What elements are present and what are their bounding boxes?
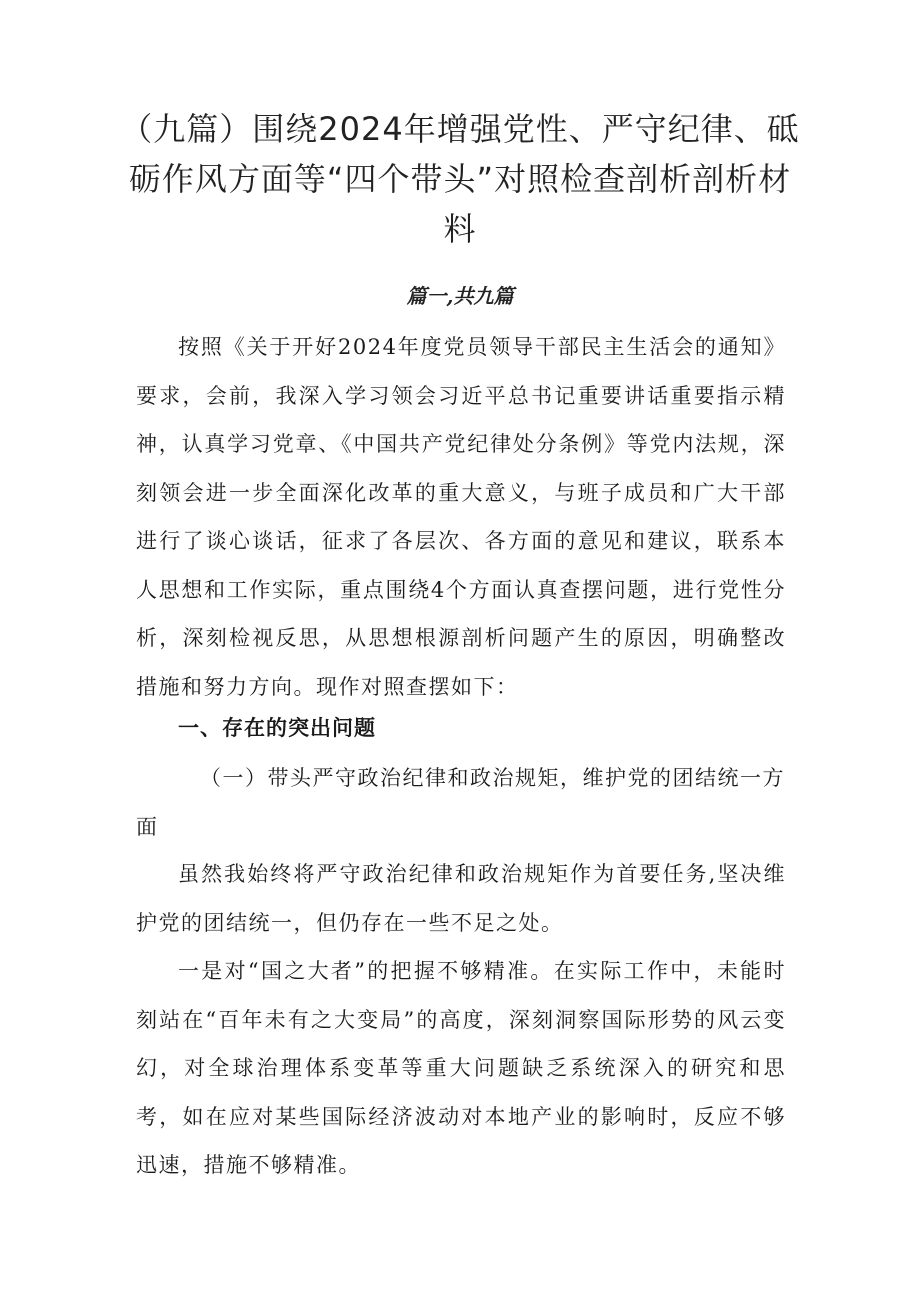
body-paragraph-1: 虽然我始终将严守政治纪律和政治规矩作为首要任务,坚决维护党的团结统一，但仍存在一些不足之处。	[136, 862, 786, 935]
subsection-heading: （一）带头严守政治纪律和政治规矩，维护党的团结统一方面	[136, 766, 785, 839]
document-subtitle: 篇一,共九篇	[406, 284, 514, 308]
intro-paragraph: 按照《关于开好2024年度党员领导干部民主生活会的通知》要求，会前，我深入学习领会习近平总书记重要讲话重要指示精神，认真学习党章、《中国共产党纪律处分条例》等党内法规，深刻领会进一步全面深化改革的重大意义，与班子成员和广大干部进行了谈心谈话，征求了各层次、各方面的意见和建议，联系本人思想和工作实际，重点围绕4个方面认真查摆问题，进行党性分析，深刻检视反思，从思想根源剖析问题产生的原因，明确整改措施和努力方向。现作对照查摆如下：	[136, 335, 786, 699]
section-heading: 一、存在的突出问题	[178, 716, 376, 740]
document-title: （九篇）围绕2024年增强党性、严守纪律、砥砺作风方面等“四个带头”对照检查剖析剖析材料	[120, 110, 800, 248]
body-paragraph-2: 一是对“国之大者”的把握不够精准。在实际工作中，未能时刻站在“百年未有之大变局”的高度，深刻洞察国际形势的风云变幻，对全球治理体系变革等重大问题缺乏系统深入的研究和思考，如在应对某些国际经济波动对本地产业的影响时，反应不够迅速，措施不够精准。	[136, 959, 786, 1177]
